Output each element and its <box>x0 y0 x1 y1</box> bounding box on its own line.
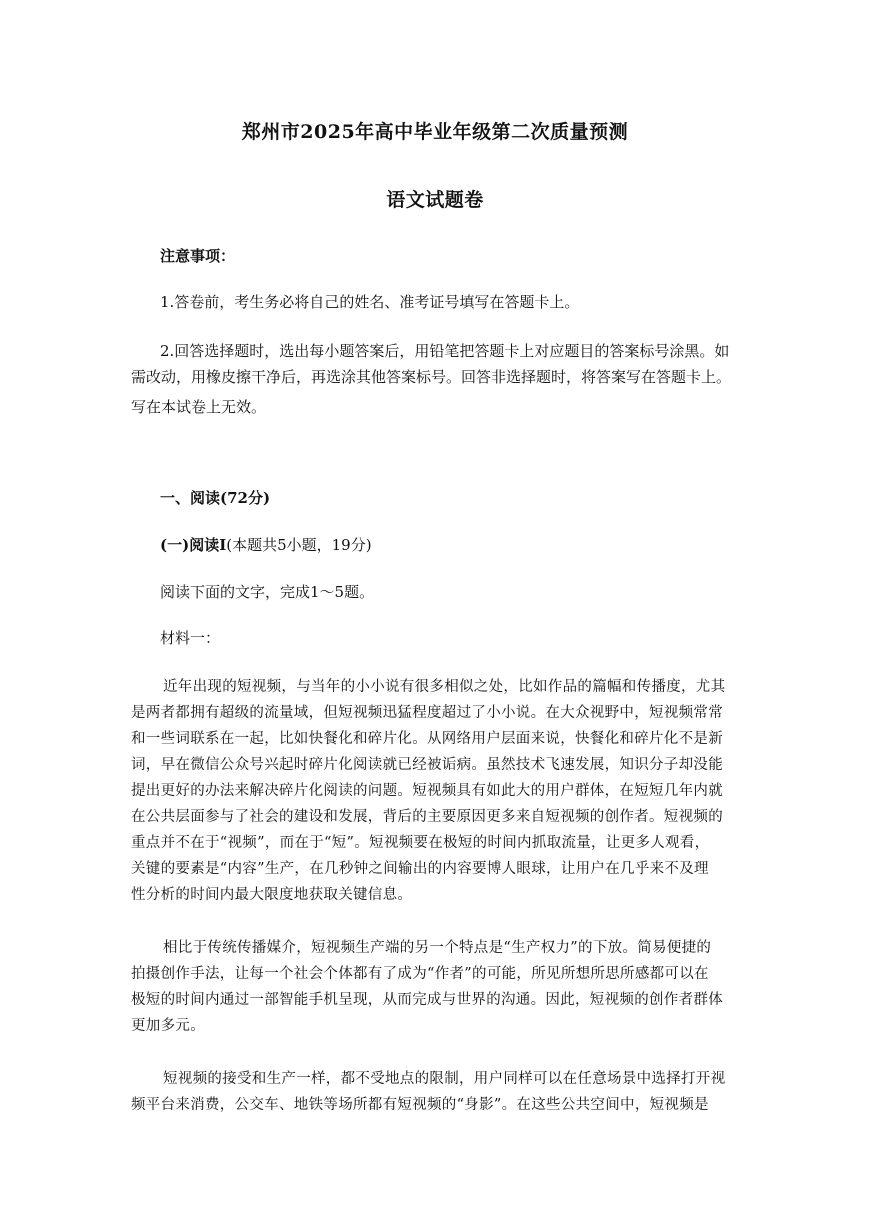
exam-subtitle: 语文试题卷 <box>386 189 484 211</box>
paragraph-1-line: 近年出现的短视频，与当年的小小说有很多相似之处，比如作品的篇幅和传播度，尤其 <box>163 679 726 695</box>
paragraph-1-line: 重点并不在于“视频”，而在于“短”。短视频要在极短的时间内抓取流量，让更多人观看， <box>131 835 710 851</box>
paragraph-1-line: 关键的要素是“内容”生产，在几秒钟之间输出的内容要博人眼球，让用户在几乎来不及理 <box>131 861 709 877</box>
notice-item-2-line: 写在本试卷上无效。 <box>131 398 267 416</box>
paragraph-3-line: 短视频的接受和生产一样，都不受地点的限制，用户同样可以在任意场景中选择打开视 <box>163 1071 726 1087</box>
section-heading <box>160 488 740 508</box>
exam-title: 郑州市2025年高中毕业年级第二次质量预测 <box>241 121 629 143</box>
paragraph-1-line: 和一些词联系在一起，比如快餐化和碎片化。从网络用户层面来说，快餐化和碎片化不是新 <box>131 731 723 747</box>
notice-heading: 注意事项： <box>160 247 236 265</box>
paragraph-1-line: 词，早在微信公众号兴起时碎片化阅读就已经被诟病。虽然技术飞速发展，知识分子却没能 <box>131 757 723 773</box>
paragraph-1-line: 性分析的时间内最大限度地获取关键信息。 <box>131 887 413 903</box>
paragraph-2-line: 相比于传统传播媒介，短视频生产端的另一个特点是“生产权力”的下放。简易便捷的 <box>163 940 712 956</box>
subsection-heading <box>160 535 740 555</box>
section-heading-text: 一、阅读(72分) <box>160 489 271 507</box>
notice-item-2-line: 2.回答选择题时，选出每小题答案后，用铅笔把答题卡上对应题目的答案标号涂黑。如 <box>160 342 730 360</box>
paragraph-1-line: 提出更好的办法来解决碎片化阅读的问题。短视频具有如此大的用户群体，在短短几年内就 <box>131 783 723 799</box>
paragraph-3-line: 频平台来消费，公交车、地铁等场所都有短视频的“身影”。在这些公共空间中，短视频是 <box>131 1097 709 1113</box>
paragraph-1-line: 是两者都拥有超级的流量域，但短视频迅猛程度超过了小小说。在大众视野中，短视频常常 <box>131 705 723 721</box>
notice-item-1: 1.答卷前，考生务必将自己的姓名、准考证号填写在答题卡上。 <box>160 293 580 311</box>
paragraph-1-line: 在公共层面参与了社会的建设和发展，背后的主要原因更多来自短视频的创作者。短视频的 <box>131 809 723 825</box>
subsection-heading-detail: (本题共5小题，19分) <box>226 536 372 554</box>
notice-item-2-line: 需改动，用橡皮擦干净后，再选涂其他答案标号。回答非选择题时，将答案写在答题卡上。 <box>131 368 732 386</box>
paragraph-2-line: 极短的时间内通过一部智能手机呈现，从而完成与世界的沟通。因此，短视频的创作者群体 <box>131 992 723 1008</box>
paragraph-2-line: 拍摄创作手法，让每一个社会个体都有了成为“作者”的可能，所见所想所思所感都可以在 <box>131 966 709 982</box>
material-label: 材料一： <box>160 629 221 647</box>
instruction-text: 阅读下面的文字，完成1～5题。 <box>160 583 375 601</box>
paragraph-2-line: 更加多元。 <box>131 1018 205 1034</box>
subsection-heading-bold: (一)阅读Ⅰ <box>160 536 227 554</box>
